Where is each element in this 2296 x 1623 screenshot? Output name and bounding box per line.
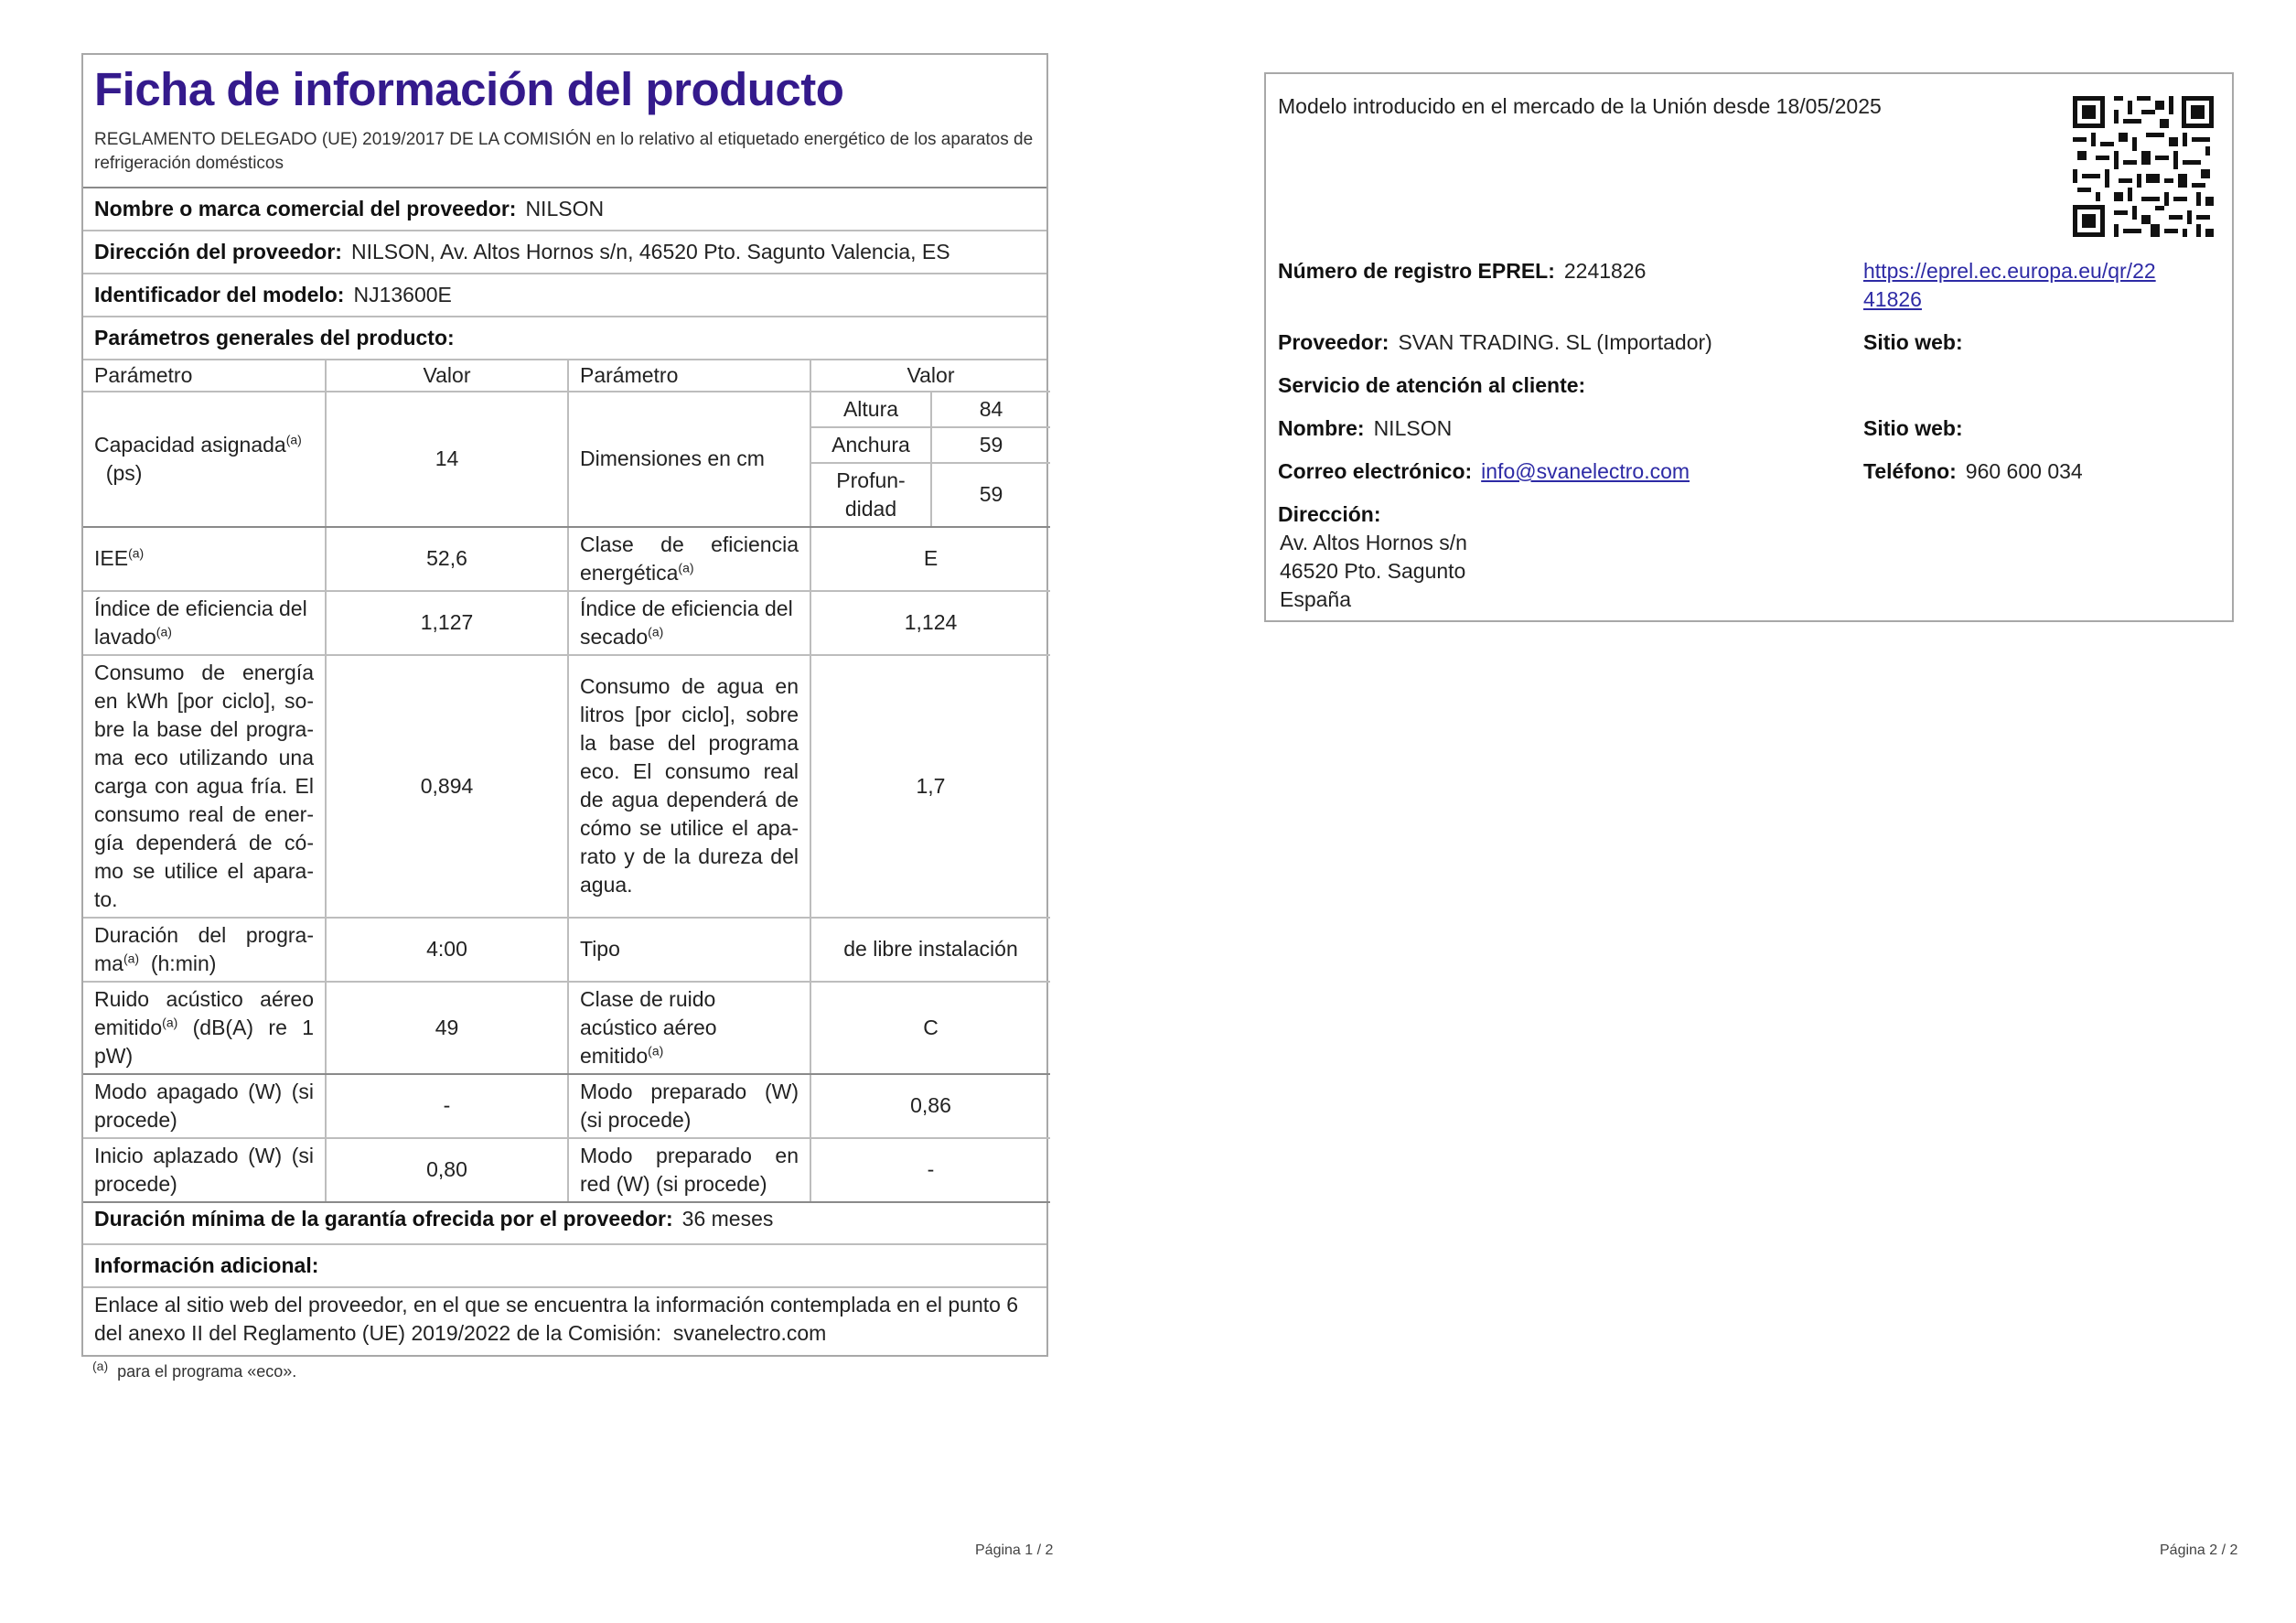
standby-label: Modo preparado (W) (si procede) [568,1074,810,1138]
additional-info-text: Enlace al sitio web del proveedor, en el que se encuentra la información contemplada en el punto 6 del anexo II del Reglamento (UE) 2019/2022 de la Comisión: svanelectro.com [94,1292,1019,1345]
name-value: NILSON [1373,416,1453,440]
delay-start-value: 0,80 [326,1138,568,1202]
product-info-sheet [81,53,1048,1381]
eprel-info-box [1264,72,2234,622]
duration-value: 4:00 [326,918,568,982]
delay-start-label: Inicio aplazado (W) (si procede) [83,1138,326,1202]
supplier-name-label: Nombre o marca comercial del proveedor: [94,196,517,220]
table-row [83,918,1050,982]
sheet-frame [81,53,1048,1357]
energy-consumption-value: 0,894 [326,655,568,918]
header-value: Valor [810,360,1050,392]
model-id-label: Identificador del modelo: [94,282,345,306]
iee-label: IEE$^{(a)}$ [83,527,326,591]
capacity-value: 14 [326,392,568,527]
table-row [83,1074,1050,1138]
header-param: Parámetro [568,360,810,392]
phone-label: Teléfono: [1863,459,1957,483]
networked-standby-value: - [810,1138,1050,1202]
width-value: 59 [931,427,1050,463]
regulation-text: REGLAMENTO DELEGADO (UE) 2019/2017 DE LA COMISIÓN en lo relativo al etiquetado energético de los aparatos de refrigeración domésticos [94,129,1034,173]
standby-value: 0,86 [810,1074,1050,1138]
table-row [83,392,1050,427]
supplier-website-label: Sitio web: [1863,330,1963,354]
service-website-label: Sitio web: [1863,416,1963,440]
eprel-url-link[interactable] [1863,257,2156,314]
general-params-label: Parámetros generales del producto: [94,325,455,349]
header-value: Valor [326,360,568,392]
name-label: Nombre: [1278,416,1365,440]
sheet-header [83,55,1046,188]
eprel-number: 2241826 [1563,259,1647,283]
noise-class-label: Clase de ruido acústico aéreo emitido$^{(a)}$ [568,982,810,1074]
height-label: Altura [810,392,931,427]
iee-value: 52,6 [326,527,568,591]
phone-value: 960 600 034 [1965,459,2083,483]
table-row [83,591,1050,655]
header-param: Parámetro [83,360,326,392]
email-row [1278,457,1690,486]
dry-index-label: Índice de eficiencia del secado$^{(a)}$ [568,591,810,655]
energy-class-label: Clase de eficiencia energética$^{(a)}$ [568,527,810,591]
email-link[interactable]: info@svanelectro.com [1481,459,1690,483]
wash-index-label: Índice de eficiencia del lavado$^{(a)}$ [83,591,326,655]
warranty-value: 36 meses [681,1206,774,1231]
height-value: 84 [931,392,1050,427]
supplier-label: Proveedor: [1278,330,1389,354]
type-label: Tipo [568,918,810,982]
capacity-label: Capacidad asignada$^{(a)}$ (ps) [83,392,326,527]
supplier-website-link[interactable]: svanelectro.com [672,1320,827,1345]
energy-class-value: E [810,527,1050,591]
width-label: Anchura [810,427,931,463]
duration-label: Duración del progra-$ma^{(a)}$ (h:min) [83,918,326,982]
wash-index-value: 1,127 [326,591,568,655]
warranty-label: Duración mínima de la garantía ofrecida por el proveedor: [94,1206,673,1231]
customer-service-label: Servicio de atención al cliente: [1278,373,1586,397]
water-consumption-value: 1,7 [810,655,1050,918]
depth-value: 59 [931,463,1050,527]
model-id-value: NJ13600E [353,282,452,306]
footnote: $^{(a)}$ para el programa «eco». [92,1358,297,1381]
additional-info-row [83,1245,1046,1288]
model-id-row [83,274,1046,317]
dry-index-value: 1,124 [810,591,1050,655]
address-label: Dirección: [1278,502,1381,526]
page-number-2: Página 2 / 2 [2160,1542,2238,1558]
table-row [83,982,1050,1074]
noise-label: Ruido acústico aéreo emitido$^{(a)}$ (dB(A) re 1 pW) [83,982,326,1074]
eprel-row [1278,257,1646,285]
supplier-address-value: NILSON, Av. Altos Hornos s/n, 46520 Pto. Sagunto Valencia, ES [350,239,950,263]
supplier-row [1278,328,1712,357]
table-row [83,1138,1050,1202]
table-row [83,527,1050,591]
page-number-1: Página 1 / 2 [975,1542,1054,1558]
water-consumption-label: Consumo de agua en litros [por ciclo], sobre la base del programa eco. El consumo real de agua dependerá de cómo se utilice el apa-rato y de la dureza del agua. [568,655,810,918]
page-title: Ficha de información del producto [94,63,844,115]
email-label: Correo electrónico: [1278,459,1473,483]
noise-value: 49 [326,982,568,1074]
supplier-address-label: Dirección del proveedor: [94,239,342,263]
warranty-row [83,1203,1046,1245]
dimensions-label: Dimensiones en cm [568,392,810,527]
table-row [83,655,1050,918]
table-header-row [83,360,1050,392]
name-row [1278,414,1452,443]
off-mode-value: - [326,1074,568,1138]
supplier-address-row [83,231,1046,274]
off-mode-label: Modo apagado (W) (si procede) [83,1074,326,1138]
eprel-url-line1[interactable]: https://eprel.ec.europa.eu/qr/22 [1863,259,2156,283]
eprel-label: Número de registro EPREL: [1278,259,1555,283]
qr-code-icon[interactable] [2073,96,2214,237]
address-line: 46520 Pto. Sagunto [1280,559,1466,583]
address-block [1278,500,1467,614]
supplier-name-value: NILSON [525,196,605,220]
supplier-name-row [83,188,1046,231]
supplier-value: SVAN TRADING. SL (Importador) [1398,330,1712,354]
address-line: Av. Altos Hornos s/n [1280,531,1467,554]
eprel-url-line2[interactable]: 41826 [1863,287,1922,311]
type-value: de libre instalación [810,918,1050,982]
energy-consumption-label: Consumo de energía en kWh [por ciclo], so-bre la base del progra-ma eco utilizando una carga con agua fría. El consumo real de ener-gía dependerá de có-mo se utilice el apara-to. [83,655,326,918]
market-introduction-text: Modelo introducido en el mercado de la Unión desde 18/05/2025 [1278,94,1882,118]
additional-info-label: Información adicional: [94,1252,319,1277]
phone-row [1863,457,2083,486]
address-line: España [1280,587,1352,611]
general-params-row [83,317,1046,360]
networked-standby-label: Modo preparado en red (W) (si procede) [568,1138,810,1202]
parameters-table [83,360,1050,1203]
noise-class-value: C [810,982,1050,1074]
depth-label: Profun-didad [810,463,931,527]
